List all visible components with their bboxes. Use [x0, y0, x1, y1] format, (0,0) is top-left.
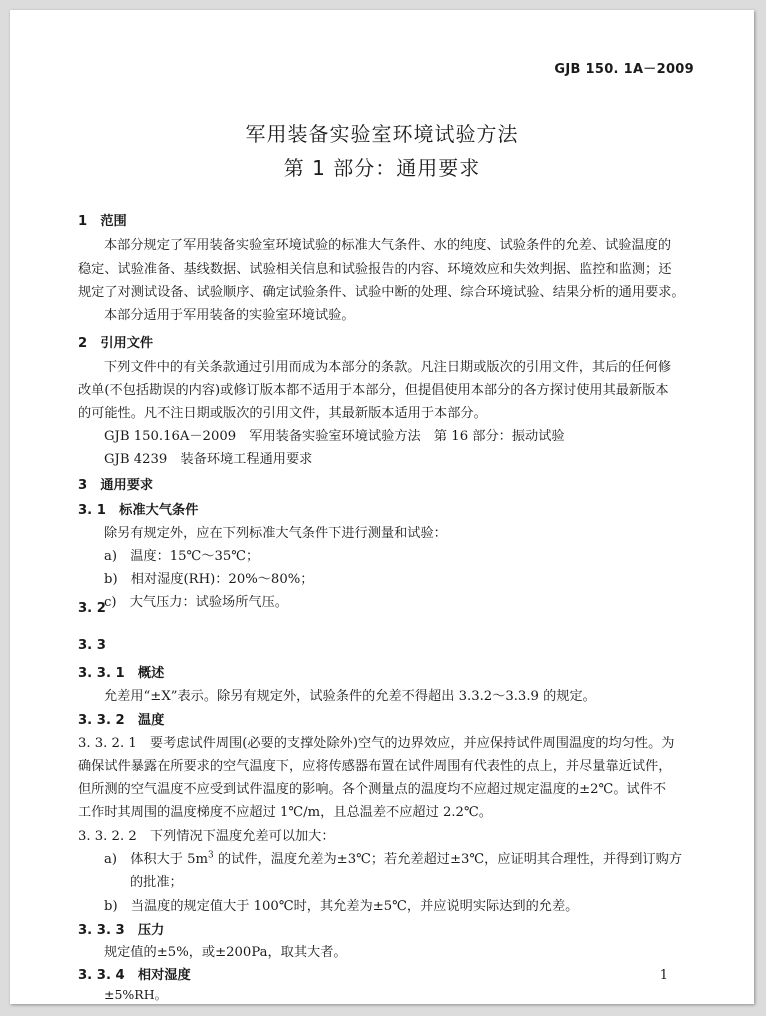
section-2-paragraph-line: 的可能性。凡不注日期或版次的引用文件，其最新版本适用于本部分。 [78, 406, 487, 421]
section-3-3-number: 3. 3 [78, 638, 106, 653]
section-3-3-2-1-line: 3. 3. 2. 1 要考虑试件周围(必要的支撑处除外)空气的边界效应，并应保持试件周围温度的均匀性。为 [78, 736, 675, 751]
section-2-heading: 2 引用文件 [78, 336, 154, 351]
list-item: c) 大气压力：试验场所气压。 [104, 595, 288, 610]
section-3-3-4-text: ±5%RH。 [104, 987, 168, 1002]
section-3-3-2-1-line: 确保试件暴露在所要求的空气温度下，应将传感器布置在试件周围有代表性的点上，并尽量靠近试件， [78, 759, 672, 774]
list-item-continuation: 的批准； [130, 875, 183, 890]
section-3-3-2-heading: 3. 3. 2 温度 [78, 713, 165, 728]
superscript: 3 [208, 850, 214, 861]
normative-reference: GJB 150.16A－2009 军用装备实验室环境试验方法 第 16 部分：振动试验 [104, 429, 565, 444]
list-item [104, 848, 682, 867]
section-1-heading: 1 范围 [78, 214, 127, 229]
section-3-2-number: 3. 2 [78, 601, 106, 616]
section-2-paragraph-line: 下列文件中的有关条款通过引用而成为本部分的条款。凡注日期或版次的引用文件，其后的任何修 [104, 360, 672, 375]
section-2-paragraph-line: 改单(不包括勘误的内容)或修订版本都不适用于本部分，但提倡使用本部分的各方探讨使用其最新版本 [78, 383, 669, 398]
list-item: a) 温度：15℃～35℃； [104, 549, 260, 564]
standard-code: GJB 150. 1A－2009 [554, 62, 694, 77]
section-3-3-2-2-heading: 3. 3. 2. 2 下列情况下温度允差可以加大： [78, 829, 335, 844]
section-3-heading: 3 通用要求 [78, 478, 154, 493]
section-3-3-4-heading: 3. 3. 4 相对湿度 [78, 968, 191, 983]
page-number: 1 [659, 968, 668, 983]
document-title: 军用装备实验室环境试验方法 [245, 122, 519, 146]
list-item-text: 的试件，温度允差为±3℃；若允差超过±3℃，应证明其合理性，并得到订购方 [213, 852, 682, 867]
section-3-3-3-heading: 3. 3. 3 压力 [78, 923, 165, 938]
section-3-1-heading: 3. 1 标准大气条件 [78, 503, 199, 518]
section-3-1-intro: 除另有规定外，应在下列标准大气条件下进行测量和试验： [104, 526, 447, 541]
document-page [10, 10, 754, 1004]
section-1-paragraph-line: 稳定、试验准备、基线数据、试验相关信息和试验报告的内容、环境效应和失效判据、监控和监测；还 [78, 262, 672, 277]
section-3-3-2-1-line: 工作时其周围的温度梯度不应超过 1℃/m，且总温差不应超过 2.2℃。 [78, 805, 492, 820]
list-item: b) 相对湿度(RH)：20%～80%； [104, 572, 314, 587]
section-3-3-3-text: 规定值的±5%，或±200Pa，取其大者。 [104, 945, 347, 960]
list-item-text: a) 体积大于 5m [104, 852, 209, 867]
section-1-paragraph-line: 规定了对测试设备、试验顺序、确定试验条件、试验中断的处理、综合环境试验、结果分析的通用要求。 [78, 285, 685, 300]
list-item: b) 当温度的规定值大于 100℃时，其允差为±5℃，并应说明实际达到的允差。 [104, 899, 579, 914]
normative-reference: GJB 4239 装备环境工程通用要求 [104, 452, 313, 467]
section-3-3-1-heading: 3. 3. 1 概述 [78, 666, 165, 681]
section-3-3-1-text: 允差用“±X”表示。除另有规定外，试验条件的允差不得超出 3.3.2～3.3.9 的规定。 [104, 689, 596, 704]
document-subtitle: 第 1 部分：通用要求 [283, 156, 481, 180]
section-1-paragraph-line: 本部分规定了军用装备实验室环境试验的标准大气条件、水的纯度、试验条件的允差、试验温度的 [104, 238, 672, 253]
section-1-scope-note: 本部分适用于军用装备的实验室环境试验。 [104, 308, 355, 323]
section-3-3-2-1-line: 但所测的空气温度不应受到试件温度的影响。各个测量点的温度均不应超过规定温度的±2℃。试件不 [78, 782, 667, 797]
